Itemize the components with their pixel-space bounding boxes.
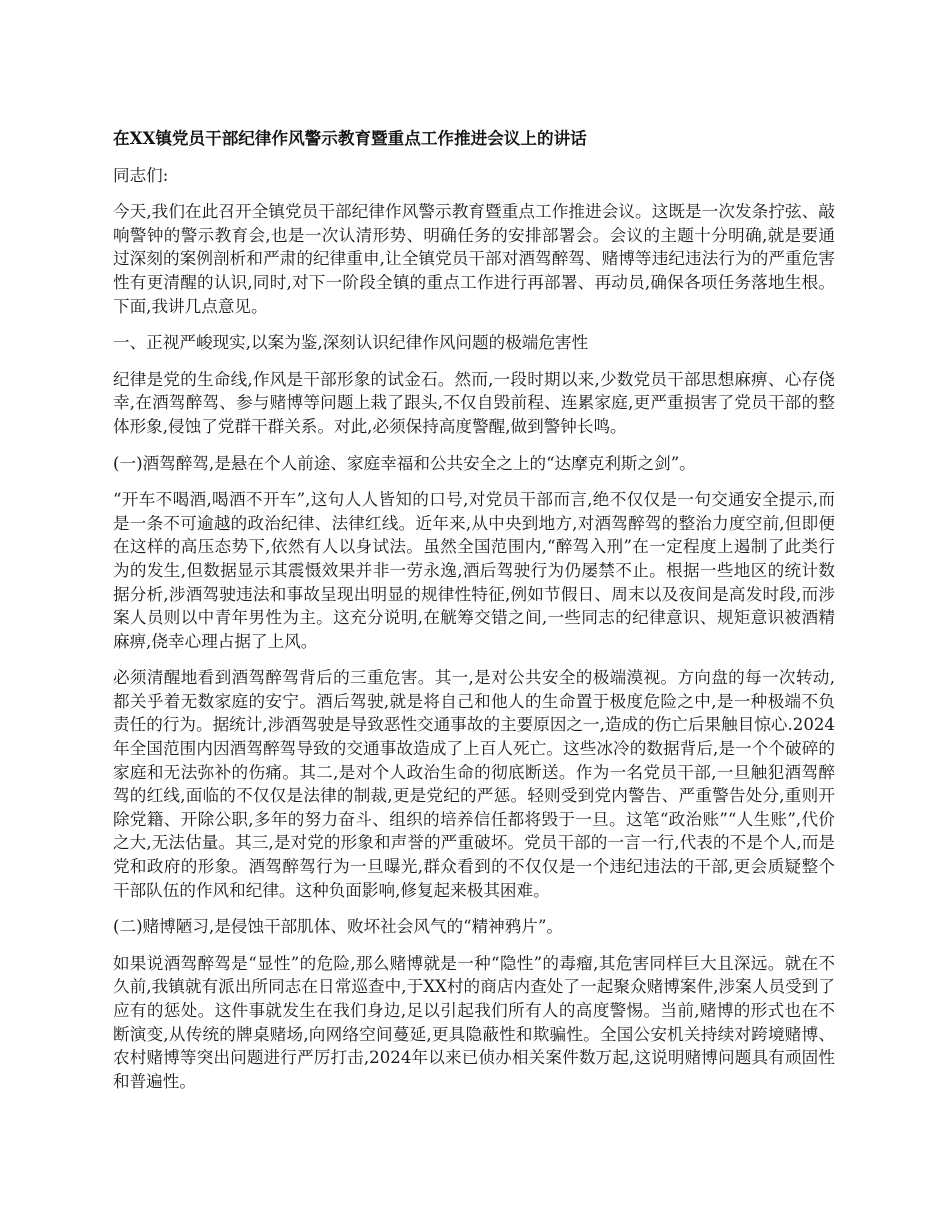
greeting: 同志们:: [113, 165, 169, 185]
subsection-heading-1: (一)酒驾醉驾,是悬在个人前途、家庭幸福和公共安全之上的“达摩克利斯之剑”。: [113, 453, 696, 473]
body-paragraph: 必须清醒地看到酒驾醉驾背后的三重危害。其一,是对公共安全的极端漠视。方向盘的每一次转动,都关乎着无数家庭的安宁。酒后驾驶,就是将自己和他人的生命置于极度危险之中,是一种极端不负责任的行为。据统计,涉酒驾驶是导致恶性交通事故的主要原因之一,造成的伤亡后果触目惊心.2024年全国范围内因酒驾醉驾导致的交通事故造成了上百人死亡。这些冰冷的数据背后,是一个个破碎的家庭和无法弥补的伤痛。其二,是对个人政治生命的彻底断送。作为一名党员干部,一旦触犯酒驾醉驾的红线,面临的不仅仅是法律的制裁,更是党纪的严惩。轻则受到党内警告、严重警告处分,重则开除党籍、开除公职,多年的努力奋斗、组织的培养信任都将毁于一旦。这笔“政治账”“人生账”,代价之大,无法估量。其三,是对党的形象和声誉的严重破坏。党员干部的一言一行,代表的不是个人,而是党和政府的形象。酒驾醉驾行为一旦曝光,群众看到的不仅仅是一个违纪违法的干部,更会质疑整个干部队伍的作风和纪律。这种负面影响,修复起来极其困难。: [113, 668, 835, 900]
section-heading-1: 一、正视严峻现实,以案为鉴,深刻认识纪律作风问题的极端危害性: [113, 333, 589, 353]
intro-paragraph: 今天,我们在此召开全镇党员干部纪律作风警示教育暨重点工作推进会议。这既是一次发条拧弦、敲响警钟的警示教育会,也是一次认清形势、明确任务的安排部署会。会议的主题十分明确,就是要通过深刻的案例剖析和严肃的纪律重申,让全镇党员干部对酒驾醉驾、赌博等违纪违法行为的严重危害性有更清醒的认识,同时,对下一阶段全镇的重点工作进行再部署、再动员,确保各项任务落地生根。下面,我讲几点意见。: [113, 202, 835, 316]
document-page: [113, 127, 835, 1106]
document-title: 在XX镇党员干部纪律作风警示教育暨重点工作推进会议上的讲话: [113, 128, 587, 148]
body-paragraph: 如果说酒驾醉驾是“显性”的危险,那么赌博就是一种“隐性”的毒瘤,其危害同样巨大且深远。就在不久前,我镇就有派出所同志在日常巡查中,于XX村的商店内查处了一起聚众赌博案件,涉案人员受到了应有的惩处。这件事就发生在我们身边,足以引起我们所有人的高度警惕。当前,赌博的形式也在不断演变,从传统的牌桌赌场,向网络空间蔓延,更具隐蔽性和欺骗性。全国公安机关持续对跨境赌博、农村赌博等突出问题进行严厉打击,2024年以来已侦办相关案件数万起,这说明赌博问题具有顽固性和普遍性。: [113, 953, 835, 1091]
body-paragraph: 纪律是党的生命线,作风是干部形象的试金石。然而,一段时期以来,少数党员干部思想麻痹、心存侥幸,在酒驾醉驾、参与赌博等问题上栽了跟头,不仅自毁前程、连累家庭,更严重损害了党员干部的整体形象,侵蚀了党群干群关系。对此,必须保持高度警醒,做到警钟长鸣。: [113, 369, 835, 436]
body-paragraph: “开车不喝酒,喝酒不开车”,这句人人皆知的口号,对党员干部而言,绝不仅仅是一句交通安全提示,而是一条不可逾越的政治纪律、法律红线。近年来,从中央到地方,对酒驾醉驾的整治力度空前,但即便在这样的高压态势下,依然有人以身试法。虽然全国范围内,“醉驾入刑”在一定程度上遏制了此类行为的发生,但数据显示其震慑效果并非一劳永逸,酒后驾驶行为仍屡禁不止。根据一些地区的统计数据分析,涉酒驾驶违法和事故呈现出明显的规律性特征,例如节假日、周末以及夜间是高发时段,而涉案人员则以中青年男性为主。这充分说明,在觥筹交错之间,一些同志的纪律意识、规矩意识被酒精麻痹,侥幸心理占据了上风。: [113, 490, 835, 651]
subsection-heading-2: (二)赌博陋习,是侵蚀干部肌体、败坏社会风气的“精神鸦片”。: [113, 917, 564, 937]
